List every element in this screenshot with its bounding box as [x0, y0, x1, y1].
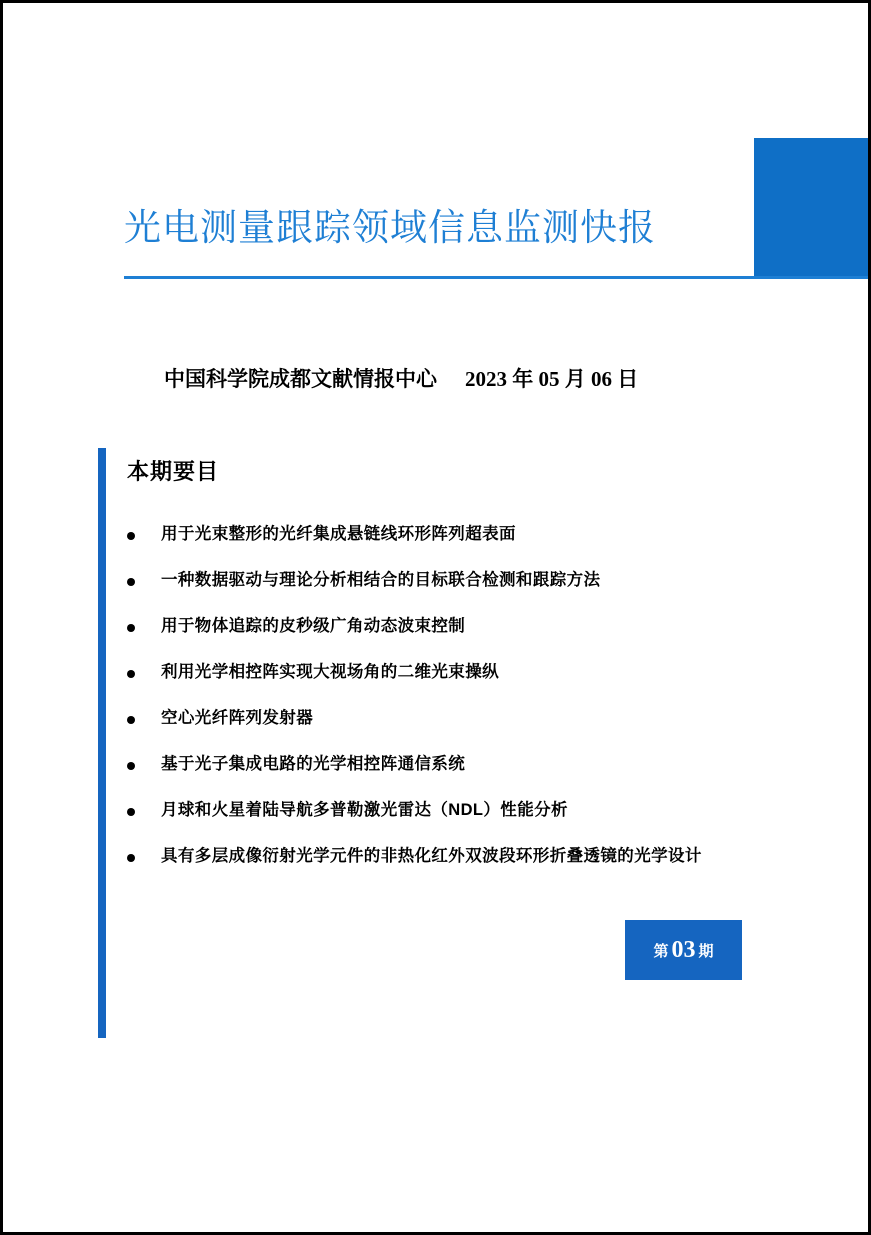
toc-entry-label: 利用光学相控阵实现大视场角的二维光束操纵 [161, 663, 499, 681]
bullet-icon [127, 660, 161, 681]
bullet-icon [127, 798, 161, 819]
list-item[interactable] [127, 752, 827, 798]
toc-entry-label: 一种数据驱动与理论分析相结合的目标联合检测和跟踪方法 [161, 571, 601, 589]
issue-number: 03 [671, 936, 696, 963]
table-of-contents [127, 522, 827, 890]
list-item[interactable] [127, 614, 827, 660]
section-heading: 本期要目 [127, 459, 220, 484]
list-item[interactable] [127, 706, 827, 752]
bullet-icon [127, 844, 161, 865]
list-item[interactable] [127, 844, 827, 890]
toc-entry-label: 基于光子集成电路的光学相控阵通信系统 [161, 755, 466, 773]
bullet-icon [127, 614, 161, 635]
toc-entry-label: 用于光束整形的光纤集成悬链线环形阵列超表面 [161, 525, 516, 543]
list-item[interactable] [127, 798, 827, 844]
title-divider [124, 276, 868, 279]
issue-badge [625, 920, 742, 980]
publish-date: 2023 年 05 月 06 日 [465, 367, 639, 391]
toc-entry-label: 具有多层成像衍射光学元件的非热化红外双波段环形折叠透镜的光学设计 [161, 847, 702, 865]
left-accent-bar [98, 448, 106, 1038]
issue-suffix-label: 期 [698, 942, 714, 960]
page-title: 光电测量跟踪领域信息监测快报 [124, 207, 656, 248]
publisher-line [164, 363, 638, 393]
list-item[interactable] [127, 568, 827, 614]
bullet-icon [127, 568, 161, 589]
bullet-icon [127, 752, 161, 773]
header-accent-block [754, 138, 868, 276]
issue-prefix-label: 第 [653, 942, 669, 960]
bullet-icon [127, 706, 161, 727]
list-item[interactable] [127, 522, 827, 568]
bullet-icon [127, 522, 161, 543]
toc-entry-label: 用于物体追踪的皮秒级广角动态波束控制 [161, 617, 466, 635]
toc-entry-label: 空心光纤阵列发射器 [161, 709, 314, 727]
list-item[interactable] [127, 660, 827, 706]
toc-entry-label: 月球和火星着陆导航多普勒激光雷达（NDL）性能分析 [161, 801, 568, 819]
publisher-name: 中国科学院成都文献情报中心 [164, 368, 437, 391]
